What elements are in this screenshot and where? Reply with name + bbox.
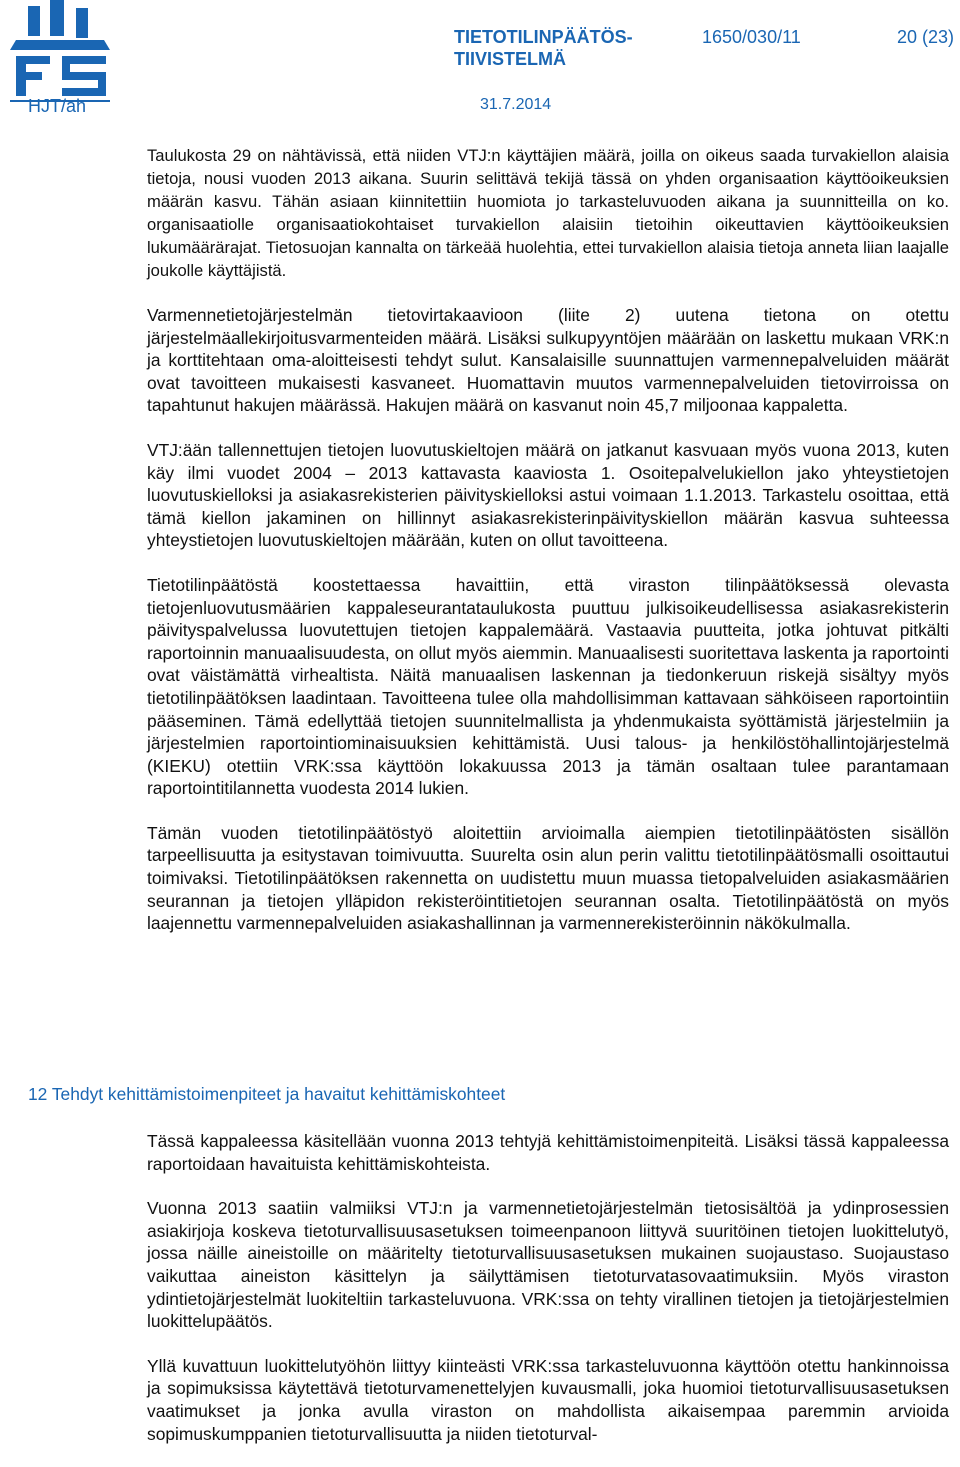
paragraph: VTJ:ään tallennettujen tietojen luovutuskieltojen määrä on jatkanut kasvuaan myös vuona 2013, kuten käy ilmi vuodet 2004 – 2013 kattavasta kaaviosta 1. Osoitepalvelukiellon jako yhteystietojen luovutuskielloksi ja asiakasrekisterien päivityskielloksi astui voimaan 1.1.2013. Tarkastelu osoittaa, että tämä kiellon jakaminen on hillinnyt asiakasrekisterinpäivityskiellon määrän kasvua suhteessa yhteystietojen luovutuskieltojen määrään, kuten on ollut tavoitteena. <box>147 439 949 551</box>
section-heading: 12 Tehdyt kehittämistoimenpiteet ja havaitut kehittämiskohteet <box>28 1084 506 1104</box>
document-title: TIETOTILINPÄÄTÖS- TIIVISTELMÄ <box>454 27 633 69</box>
author-initials: HJT/ah <box>28 96 87 116</box>
paragraph: Tämän vuoden tietotilinpäätöstyö aloitettiin arvioimalla aiempien tietotilinpäätösten sisällön tarpeellisuutta ja esitystavan toimivuutta. Suurelta osin alun perin valittu tietotilinpäätösmalli osoittautui toimivaksi. Tietotilinpäätöksen rakennetta on uudistettu muun muassa tietopalveluiden asiakasmäärien seurannan ja tietojen ylläpidon rekisteröintitietojen seurannan osalta. Tietotilinpäätöstä on myös laajennettu varmennepalveluiden asiakashallinnan ja varmennerekisteröinnin näkökulmalla. <box>147 822 949 934</box>
paragraph: Tietotilinpäätöstä koostettaessa havaittiin, että viraston tilinpäätöksessä olevasta tietojenluovutusmäärien kappaleseurantataulukosta puuttuu julkisoikeudellisessa asiakasrekisterin päivityspalvelussa luovutettujen tietojen kappalemäärä. Vastaavia puutteita, jotka johtuvat pitkälti raportoinnin manuaalisuudesta, on ollut myös aiemmin. Manuaalisesti suoritettava laskenta ja raportointi ovat väistämättä virhealtista. Näitä manuaalisen laskennan ja tiedonkeruun riskejä sisältyy myös tietotilinpäätöksen laadintaan. Tavoitteena tulee olla mahdollisimman kattavaan sähköiseen raportointiin pääseminen. Tämä edellyttää tietojen suunnitelmallista ja yhdenmukaista syöttämistä järjestelmiin ja järjestelmien raportointiominaisuuksien kehittämistä. Uusi talous- ja henkilöstöhallintojärjestelmä (KIEKU) otettiin VRK:ssa käyttöön lokakuussa 2013 ja tämän osaltaan tulee parantamaan raportointitilannetta vuodesta 2014 lukien. <box>147 574 949 799</box>
paragraph: Tässä kappaleessa käsitellään vuonna 2013 tehtyjä kehittämistoimenpiteitä. Lisäksi tässä kappaleessa raportoidaan havaituista kehittämiskohteista. <box>147 1131 949 1174</box>
paragraph: Varmennetietojärjestelmän tietovirtakaavioon (liite 2) uutena tietona on otettu järjestelmäallekirjoitusvarmenteiden määrä. Lisäksi sulkupyyntöjen määrään on laskettu mukaan VRK:n ja korttitehtaan oma-aloitteisesti tehdyt sulut. Kansalaisille suunnattujen varmennepalveluiden määrät ovat tavoitteen mukaisesti kasvaneet. Huomattavin muutos varmennepalveluiden tietovirroissa on tapahtunut hakujen määrässä. Hakujen määrä on kasvanut noin 45,7 miljoonaa kappaletta. <box>147 305 949 416</box>
main-content <box>147 144 949 957</box>
section-content <box>147 1130 949 1467</box>
document-date: 31.7.2014 <box>480 96 552 113</box>
paragraph: Taulukosta 29 on nähtävissä, että niiden VTJ:n käyttäjien määrä, joilla on oikeus saada turvakiellon alaisia tietoja, nousi vuoden 2013 aikana. Suurin selittävä tekijä tässä on yhden organisaation käyttöoikeuksien määrän kasvu. Tähän asiaan kiinnitettiin huomiota jo tarkasteluvuoden aikana ja suunnitteilla on ko. organisaatiolle organisaatiokohtaiset turvakiellon alaisiin tietoihin oikeuttavien käyttöoikeuksien lukumäärärajat. Tietosuojan kannalta on tärkeää huolehtia, ettei turvakiellon alaisia tietoja anneta liian laajalle joukolle käyttäjistä. <box>147 146 949 280</box>
page-number: 20 (23) <box>896 27 954 47</box>
paragraph: Vuonna 2013 saatiin valmiiksi VTJ:n ja varmennetietojärjestelmän tietosisältöä ja ydinprosessien asiakirjoja koskeva tietoturvallisuusasetuksen toimeenpanoon liittyvä suuritöinen tietojen luokittelutyö, jossa näille aineistoille on määritelty tietoturvallisuusasetuksen mukainen suojaustaso. Suojaustaso vaikuttaa aineiston käsittelyn ja säilyttämisen tietoturvatasovaatimuksiin. Myös viraston ydintietojärjestelmät luokiteltiin tarkasteluvuona. VRK:ssa on tehty virallinen tietojen ja tietojärjestelmien luokittelupäätös. <box>147 1198 949 1332</box>
document-number: 1650/030/11 <box>702 27 801 47</box>
paragraph: Yllä kuvattuun luokittelutyöhön liittyy kiinteästi VRK:ssa tarkasteluvuonna käyttöön otettu hankinnoissa ja sopimuksissa käytettävä tietoturvamenettelyjen kuvausmalli, joka huomioi tietoturvallisuusasetuksen vaatimukset ja jonka avulla viraston on mahdollista aikaisempaa paremmin arvioida sopimuskumppanien tietoturvallisuutta ja niiden tietoturval- <box>147 1355 949 1444</box>
